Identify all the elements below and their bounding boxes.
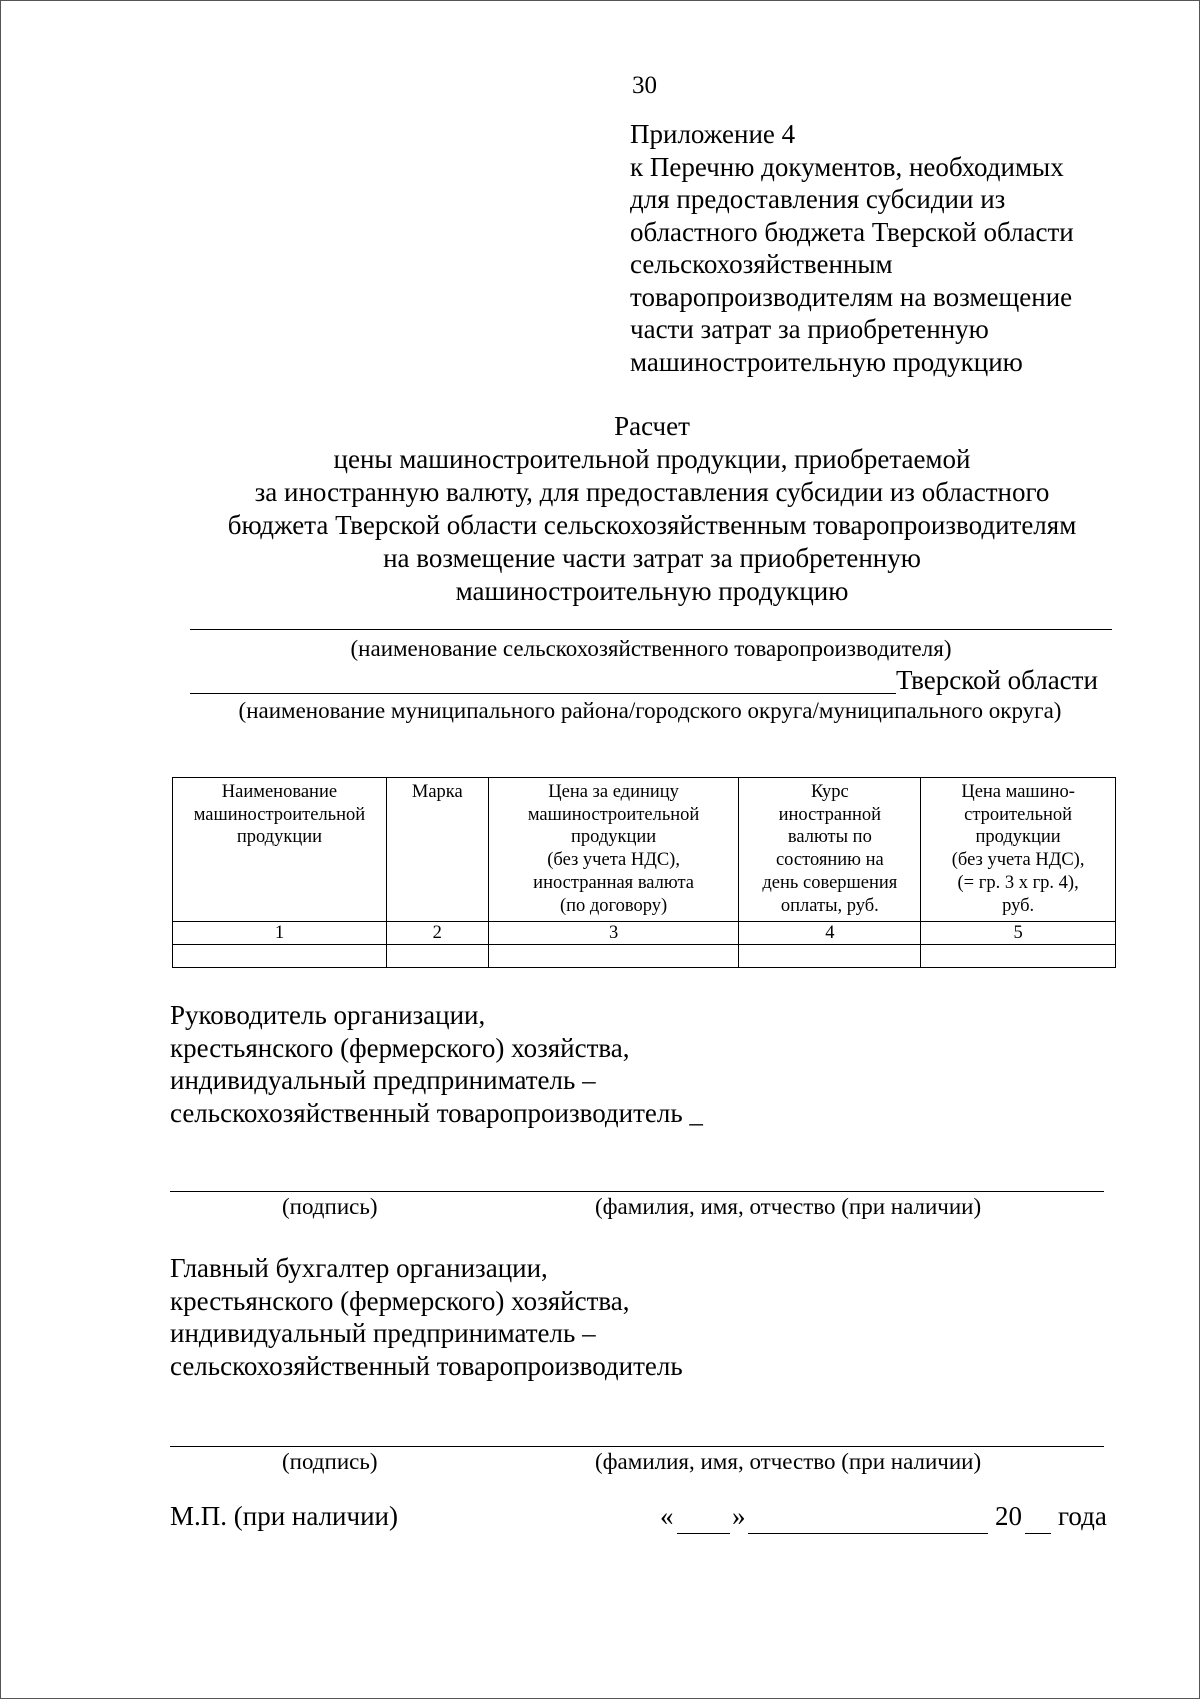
head-signature-line: индивидуальный предприниматель – (170, 1065, 596, 1095)
heading-line: бюджета Тверской области сельскохозяйственным товаропроизводителям (227, 510, 1077, 540)
table-row (173, 945, 1116, 968)
stamp-label: М.П. (при наличии) (170, 1501, 398, 1531)
header-line: оплаты, руб. (780, 895, 879, 916)
head-signature-line: сельскохозяйственный товаропроизводитель _ (170, 1097, 703, 1128)
accountant-signature-line: крестьянского (фермерского) хозяйства, (170, 1285, 630, 1316)
header-line: продукции (570, 827, 657, 848)
date-close-quote: » (732, 1501, 746, 1531)
header-exchange-rate (739, 778, 921, 922)
header-line: Цена за единицу (548, 782, 679, 802)
header-total-price (921, 778, 1116, 922)
header-line: продукции (236, 827, 323, 848)
district-name-line[interactable] (190, 693, 896, 694)
head-signature-line: Руководитель организации, (170, 1000, 486, 1030)
header-line: (без учета НДС), (951, 850, 1085, 871)
accountant-signature-line: сельскохозяйственный товаропроизводитель (170, 1350, 683, 1381)
column-number-row (173, 922, 1116, 945)
accountant-signature-block (170, 1252, 683, 1382)
heading-line: за иностранную валюту, для предоставления субсидии из областного (254, 477, 1050, 507)
producer-name-line[interactable] (190, 629, 1112, 630)
header-line: Марка (411, 782, 463, 802)
heading-line: на возмещение части затрат за приобретенную (383, 543, 921, 573)
document-heading (120, 410, 1184, 608)
accountant-signature-line: Главный бухгалтер организации, (170, 1253, 548, 1283)
accountant-signature-line: индивидуальный предприниматель – (170, 1318, 596, 1348)
table-cell-total-price[interactable] (921, 945, 1116, 968)
table-cell-unit-price[interactable] (488, 945, 739, 968)
header-line: (без учета НДС), (547, 850, 680, 871)
date-year-line[interactable] (1025, 1533, 1051, 1534)
header-line: Цена машино- (961, 782, 1075, 802)
producer-caption: (наименование сельскохозяйственного товаропроизводителя) (350, 636, 952, 661)
appendix-block (630, 118, 1170, 378)
table-cell-product-name[interactable] (173, 945, 387, 968)
heading-line: цены машиностроительной продукции, приобретаемой (333, 444, 971, 474)
header-line: (= гр. 3 х гр. 4), (957, 872, 1079, 893)
appendix-line: части затрат за приобретенную (630, 314, 989, 344)
header-line: продукции (975, 827, 1061, 848)
table-header-row (173, 778, 1116, 922)
header-line: Наименование (221, 782, 338, 802)
header-line: иностранной (778, 804, 882, 825)
region-suffix: Тверской области (896, 665, 1098, 695)
header-line: машиностроительной (527, 804, 700, 825)
header-line: руб. (1002, 895, 1035, 916)
header-brand (386, 778, 488, 922)
date-month-line[interactable] (748, 1533, 988, 1534)
header-line: валюты по (787, 827, 872, 848)
date-year-suffix: года (1058, 1501, 1107, 1531)
appendix-line: товаропроизводителям на возмещение (630, 281, 1073, 312)
header-line: иностранная валюта (533, 872, 695, 893)
appendix-line: для предоставления субсидии из (630, 184, 1006, 214)
appendix-line: к Перечню документов, необходимых (630, 151, 1064, 182)
header-line: день совершения (762, 872, 898, 893)
heading-title: Расчет (614, 411, 690, 441)
page-number: 30 (632, 72, 657, 99)
accountant-name-caption: (фамилия, имя, отчество (при наличии) (595, 1449, 982, 1474)
header-line: Курс (811, 782, 849, 802)
date-day-line[interactable] (677, 1533, 730, 1534)
appendix-title: Приложение 4 (630, 119, 796, 149)
head-signature-block (170, 999, 703, 1129)
column-number: 2 (386, 922, 488, 945)
date-open-quote: « (660, 1501, 674, 1531)
accountant-signature-caption: (подпись) (282, 1449, 378, 1474)
head-signature-line: крестьянского (фермерского) хозяйства, (170, 1032, 630, 1063)
price-calculation-table (172, 777, 1116, 968)
column-number: 3 (488, 922, 739, 945)
header-unit-price (488, 778, 739, 922)
header-product-name (173, 778, 387, 922)
head-signature-caption: (подпись) (282, 1194, 378, 1219)
appendix-line: машиностроительную продукцию (630, 346, 1023, 377)
table-cell-exchange-rate[interactable] (739, 945, 921, 968)
district-caption: (наименование муниципального района/городского округа/муниципального округа) (238, 698, 1062, 723)
header-line: (по договору) (559, 895, 668, 916)
appendix-line: сельскохозяйственным (630, 249, 893, 279)
header-line: строительной (964, 804, 1073, 825)
date-year-prefix: 20 (995, 1501, 1022, 1531)
header-line: состоянию на (775, 850, 884, 871)
column-number: 5 (921, 922, 1116, 945)
appendix-line: областного бюджета Тверской области (630, 216, 1074, 247)
head-name-caption: (фамилия, имя, отчество (при наличии) (595, 1194, 982, 1219)
header-line: машиностроительной (193, 804, 366, 825)
column-number: 1 (173, 922, 387, 945)
head-signature-underline[interactable] (170, 1191, 1104, 1192)
accountant-signature-underline[interactable] (170, 1446, 1104, 1447)
table-cell-brand[interactable] (386, 945, 488, 968)
column-number: 4 (739, 922, 921, 945)
heading-line: машиностроительную продукцию (455, 576, 849, 606)
